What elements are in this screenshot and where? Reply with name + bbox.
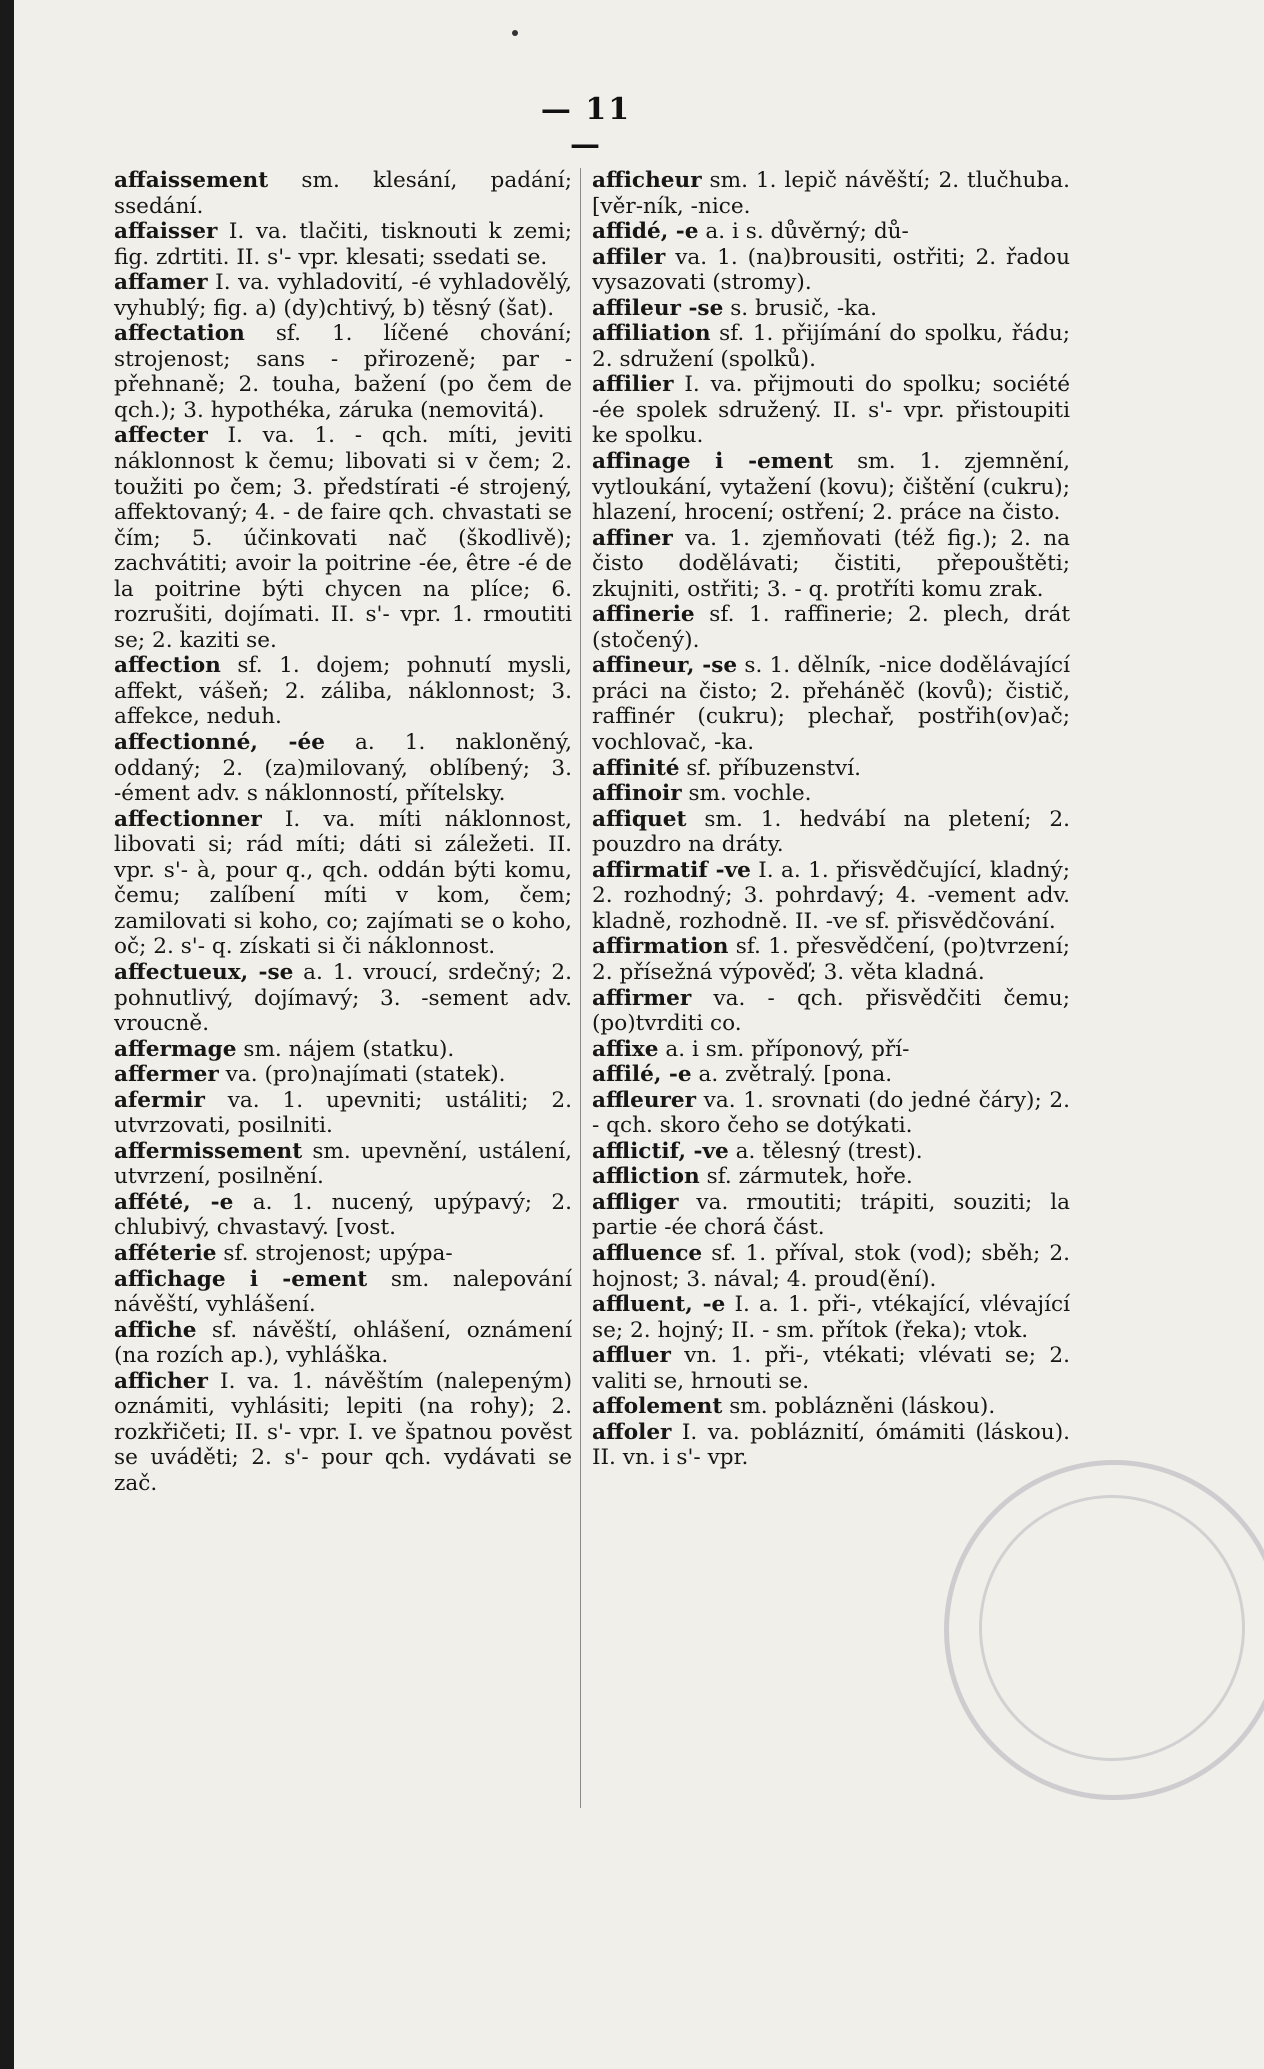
dictionary-entry: affilé, -e a. zvětralý. [pona. <box>592 1062 893 1088</box>
dictionary-entry: affliction sf. zármutek, hoře. <box>592 1164 913 1190</box>
dictionary-entry: affectation sf. 1. líčené chování; strojenost; sans - přirozeně; par - přehnaně; 2. touha, bažení (po čem de qch.); 3. hypothéka, záruka (nemovitá). <box>114 321 572 423</box>
dictionary-entry: affinage i -ement sm. 1. zjemnění, vytloukání, vytažení (kovu); čištění (cukru); hlazení, hrocení; ostření; 2. práce na čisto. <box>592 449 1070 526</box>
dictionary-entry: affectionner I. va. míti náklonnost, libovati si; rád míti; dáti si záležeti. II. vpr. s'- à, pour q., qch. oddán býti komu, čemu; zalíbení míti v kom, čem; zamilovati si koho, co; zajímati se o koho, oč; 2. s'- q. získati si či náklonnost. <box>114 806 572 960</box>
dictionary-entry: affecter I. va. 1. - qch. míti, jeviti náklonnost k čemu; libovati si v čem; 2. toužiti po čem; 3. předstírati -é strojený, affektovaný; 4. - de faire qch. chvastati se čím; 5. účinkovati nač (škodlivě); zachvátiti; avoir la poitrine -ée, être -é de la poitrine býti chycen na plíce; 6. rozrušiti, dojímati. II. s'- vpr. 1. rmoutiti se; 2. kaziti se. <box>114 423 572 653</box>
dictionary-entry: affiliation sf. 1. přijímání do spolku, řádu; 2. sdružení (spolků). <box>592 321 1070 372</box>
dictionary-entry: afermir va. 1. upevniti; ustáliti; 2. utvrzovati, posilniti. <box>114 1087 572 1139</box>
dictionary-entry: afficheur sm. 1. lepič návěští; 2. tlučhuba. [věr-ník, -nice. <box>592 168 1070 219</box>
dictionary-entry: affirmation sf. 1. přesvědčení, (po)tvrzení; 2. přísežná výpověď; 3. věta kladná. <box>592 934 1070 985</box>
dictionary-entry: affidé, -e a. i s. důvěrný; dů- <box>592 219 909 245</box>
dictionary-entry: affinerie sf. 1. raffinerie; 2. plech, drát (stočený). <box>592 602 1070 653</box>
dictionary-entry: affolement sm. poblázněni (láskou). <box>592 1394 996 1420</box>
dictionary-entry: affilier I. va. přijmouti do spolku; société -ée spolek sdružený. II. s'- vpr. přistoupiti ke spolku. <box>592 372 1070 449</box>
dictionary-entry: afflictif, -ve a. tělesný (trest). <box>592 1138 923 1164</box>
dictionary-entry: affermage sm. nájem (statku). <box>114 1036 455 1062</box>
dictionary-entry: afféterie sf. strojenost; upýpa- <box>114 1240 453 1266</box>
dictionary-entry: affectionné, -ée a. 1. nakloněný, oddaný; 2. (za)milovaný, oblíbený; 3. -ément adv. s náklonností, přítelsky. <box>114 730 573 807</box>
dictionary-entry: affaisser I. va. tlačiti, tisknouti k zemi; fig. zdrtiti. II. s'- vpr. klesati; ssedati se. <box>114 219 572 270</box>
dictionary-entry: affineur, -se s. 1. dělník, -nice dodělávající práci na čisto; 2. přeháněč (kovů); čistič, raffinér (cukru); plechař, postřih(ov)ač; vochlovač, -ka. <box>592 653 1070 756</box>
dictionary-entry: affoler I. va. pobláznití, ómámiti (láskou). II. vn. i s'- vpr. <box>592 1419 1070 1471</box>
dictionary-page <box>14 0 1264 2069</box>
dictionary-entry: affiquet sm. 1. hedvábí na pletení; 2. pouzdro na dráty. <box>592 806 1070 858</box>
dictionary-entry: affermer va. (pro)najímati (statek). <box>114 1062 506 1088</box>
dictionary-entry: affiner va. 1. zjemňovati (též fig.); 2. na čisto dodělávati; čistiti, přepouštěti; zkujniti, ostřiti; 3. - q. protříti komu zrak. <box>592 525 1070 602</box>
dictionary-entry: affaissement sm. klesání, padání; ssedání. <box>114 168 572 219</box>
right-column <box>592 168 1070 1471</box>
dictionary-entry: affiler va. 1. (na)brousiti, ostřiti; 2. řadou vysazovati (stromy). <box>592 244 1070 296</box>
dictionary-entry: affinité sf. příbuzenství. <box>592 755 862 781</box>
library-stamp <box>944 1460 1264 1800</box>
dictionary-entry: affixe a. i sm. příponový, pří- <box>592 1036 910 1062</box>
dictionary-entry: affectueux, -se a. 1. vroucí, srdečný; 2. pohnutlivý, dojímavý; 3. -sement adv. vroucně. <box>114 959 573 1037</box>
dictionary-entry: affichage i -ement sm. nalepování návěští, vyhlášení. <box>114 1266 572 1318</box>
dictionary-entry: affluent, -e I. a. 1. při-, vtékající, vlévající se; 2. hojný; II. - sm. přítok (řeka); vtok. <box>592 1292 1070 1343</box>
dictionary-entry: affleurer va. 1. srovnati (do jedné čáry); 2. - qch. skoro čeho se dotýkati. <box>592 1087 1070 1139</box>
ink-speck <box>512 30 518 36</box>
dictionary-entry: affiche sf. návěští, ohlášení, oznámení (na rozích ap.), vyhláška. <box>114 1317 572 1369</box>
dictionary-entry: affamer I. va. vyhladovití, -é vyhladovělý, vyhublý; fig. a) (dy)chtivý, b) těsný (šat). <box>114 270 572 321</box>
page-number: — 11 — <box>540 92 632 162</box>
dictionary-entry: affété, -e a. 1. nucený, upýpavý; 2. chlubivý, chvastavý. [vost. <box>114 1189 573 1241</box>
left-column <box>114 168 572 1496</box>
dictionary-entry: affileur -se s. brusič, -ka. <box>592 295 877 321</box>
dictionary-entry: afficher I. va. 1. návěštím (nalepeným) oznámiti, vyhlásiti; lepiti (na rohy); 2. rozkřičeti; II. s'- vpr. I. ve špatnou pověst se uváděti; 2. s'- pour qch. vydávati se zač. <box>114 1368 572 1496</box>
column-divider <box>580 168 581 1808</box>
dictionary-entry: affermissement sm. upevnění, ustálení, utvrzení, posilnění. <box>114 1138 572 1190</box>
dictionary-entry: affluer vn. 1. při-, vtékati; vlévati se; 2. valiti se, hrnouti se. <box>592 1343 1070 1394</box>
dictionary-entry: affinoir sm. vochle. <box>592 781 812 807</box>
dictionary-entry: affirmatif -ve I. a. 1. přisvědčující, kladný; 2. rozhodný; 3. pohrdavý; 4. -vement adv. kladně, rozhodně. II. -ve sf. přisvědčování. <box>592 857 1070 934</box>
dictionary-entry: affection sf. 1. dojem; pohnutí mysli, affekt, vášeň; 2. záliba, náklonnost; 3. affekce, neduh. <box>114 653 572 730</box>
dictionary-entry: affluence sf. 1. příval, stok (vod); sběh; 2. hojnost; 3. nával; 4. proud(ění). <box>592 1240 1070 1292</box>
dictionary-entry: affliger va. rmoutiti; trápiti, souziti; la partie -ée chorá část. <box>592 1189 1070 1241</box>
dictionary-entry: affirmer va. - qch. přisvědčiti čemu; (po)tvrditi co. <box>592 985 1070 1037</box>
